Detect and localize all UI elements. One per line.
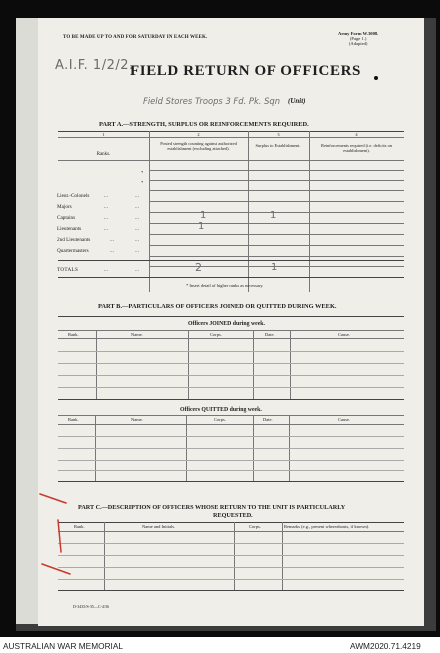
rank-lieut-colonels: Lieut.-Colonels <box>57 193 90 199</box>
form-instruction: TO BE MADE UP TO AND FOR SATURDAY IN EACH WEEK. <box>63 35 208 40</box>
rank-lieutenants: Lieutenants <box>57 226 82 232</box>
handwritten-reference: A.I.F. 1/2/2. <box>55 58 134 73</box>
asterisk-row-1: * <box>141 170 144 175</box>
form-sheet <box>38 18 424 626</box>
quitted-col-rank: Rank. <box>68 417 79 422</box>
part-c-col-rank: Rank. <box>74 524 85 529</box>
rank-dots: ... <box>104 204 108 210</box>
totals-label: TOTALS <box>57 267 79 273</box>
asterisk-row-2: * <box>141 180 144 185</box>
col-head-posted: Posted strength counting against authorized establishment (excluding attached). <box>160 141 237 151</box>
hand-totals-surplus: 1 <box>271 262 278 273</box>
col-num-2: 2 <box>197 132 200 137</box>
quitted-col-corps: Corps. <box>214 417 226 422</box>
col-num-1: 1 <box>102 132 105 137</box>
army-form-number <box>338 31 378 46</box>
joined-heading: Officers JOINED during week. <box>188 321 265 327</box>
adapted-label: (Adapted) <box>348 41 368 46</box>
rank-2nd-lieutenants: 2nd Lieutenants <box>57 237 91 243</box>
quitted-col-cause: Cause. <box>338 417 351 422</box>
col-head-surplus: Surplus to Establishment. <box>255 143 301 148</box>
rank-dots: ... <box>104 267 108 273</box>
rank-dots: ... <box>135 248 139 254</box>
quitted-col-date: Date. <box>263 417 273 422</box>
part-c-col-name: Name and Initials. <box>142 524 176 529</box>
rank-dots: ... <box>135 237 139 243</box>
part-c-heading-line-2: REQUESTED. <box>213 512 253 519</box>
rank-dots: ... <box>110 248 114 254</box>
rank-dots: ... <box>135 215 139 221</box>
hand-lieutenants-posted: 1 <box>198 221 205 232</box>
handwritten-unit: Field Stores Troops 3 Fd. Pk. Sqn <box>143 96 281 106</box>
part-a-footnote: * Insert detail of higher ranks as necessary. <box>186 283 264 288</box>
joined-col-name: Name. <box>131 332 143 337</box>
joined-col-cause: Cause. <box>338 332 351 337</box>
footer-institution: AUSTRALIAN WAR MEMORIAL <box>3 641 124 651</box>
caption-bar <box>0 637 440 653</box>
joined-col-date: Date. <box>265 332 275 337</box>
joined-col-rank: Rank. <box>68 332 79 337</box>
joined-col-corps: Corps. <box>210 332 222 337</box>
page-title: FIELD RETURN OF OFFICERS <box>130 63 361 79</box>
part-a-heading: PART A.—STRENGTH, SURPLUS OR REINFORCEMENTS REQUIRED. <box>99 121 309 128</box>
paper-edge <box>16 18 38 624</box>
rank-captains: Captains <box>57 215 76 221</box>
rank-dots: ... <box>104 226 108 232</box>
rank-dots: ... <box>104 215 108 221</box>
part-b-heading: PART B.—PARTICULARS OF OFFICERS JOINED OR QUITTED DURING WEEK. <box>98 303 337 310</box>
rank-dots: ... <box>110 237 114 243</box>
print-code: D-3435/S-35—C-4/36 <box>73 604 109 609</box>
col-num-3: 3 <box>277 132 280 137</box>
rank-quartermasters: Quartermasters <box>57 248 89 254</box>
rank-majors: Majors <box>57 204 72 210</box>
col-head-reinforcements: Reinforcements required (i.e. deficits on establishment). <box>321 143 392 153</box>
rank-dots: ... <box>135 204 139 210</box>
punch-dot <box>374 76 378 80</box>
col-num-4: 4 <box>355 132 358 137</box>
red-pencil-marks <box>36 490 80 580</box>
footer-accession-number: AWM2020.71.4219 <box>350 641 421 651</box>
page-label: (Page 1.) <box>349 36 367 41</box>
unit-suffix: (Unit) <box>288 97 306 105</box>
quitted-col-name: Name. <box>131 417 143 422</box>
part-c-heading: PART C.—DESCRIPTION OF OFFICERS WHOSE RETURN TO THE UNIT IS PARTICULARLY <box>78 504 346 511</box>
quitted-heading: Officers QUITTED during week. <box>180 407 262 413</box>
part-c-col-corps: Corps. <box>249 524 261 529</box>
rank-dots: ... <box>135 193 139 199</box>
col-head-ranks: Ranks. <box>96 152 111 157</box>
hand-totals-posted: 2 <box>195 261 202 274</box>
rank-dots: ... <box>135 226 139 232</box>
rank-dots: ... <box>135 267 139 273</box>
hand-captains-surplus: 1 <box>270 210 277 221</box>
rank-dots: ... <box>104 193 108 199</box>
army-form-label: Army Form W.3008. <box>338 31 379 36</box>
hand-captains-posted: 1 <box>200 210 207 221</box>
part-c-col-remarks: Remarks (e.g., present whereabouts, if known). <box>284 524 370 529</box>
